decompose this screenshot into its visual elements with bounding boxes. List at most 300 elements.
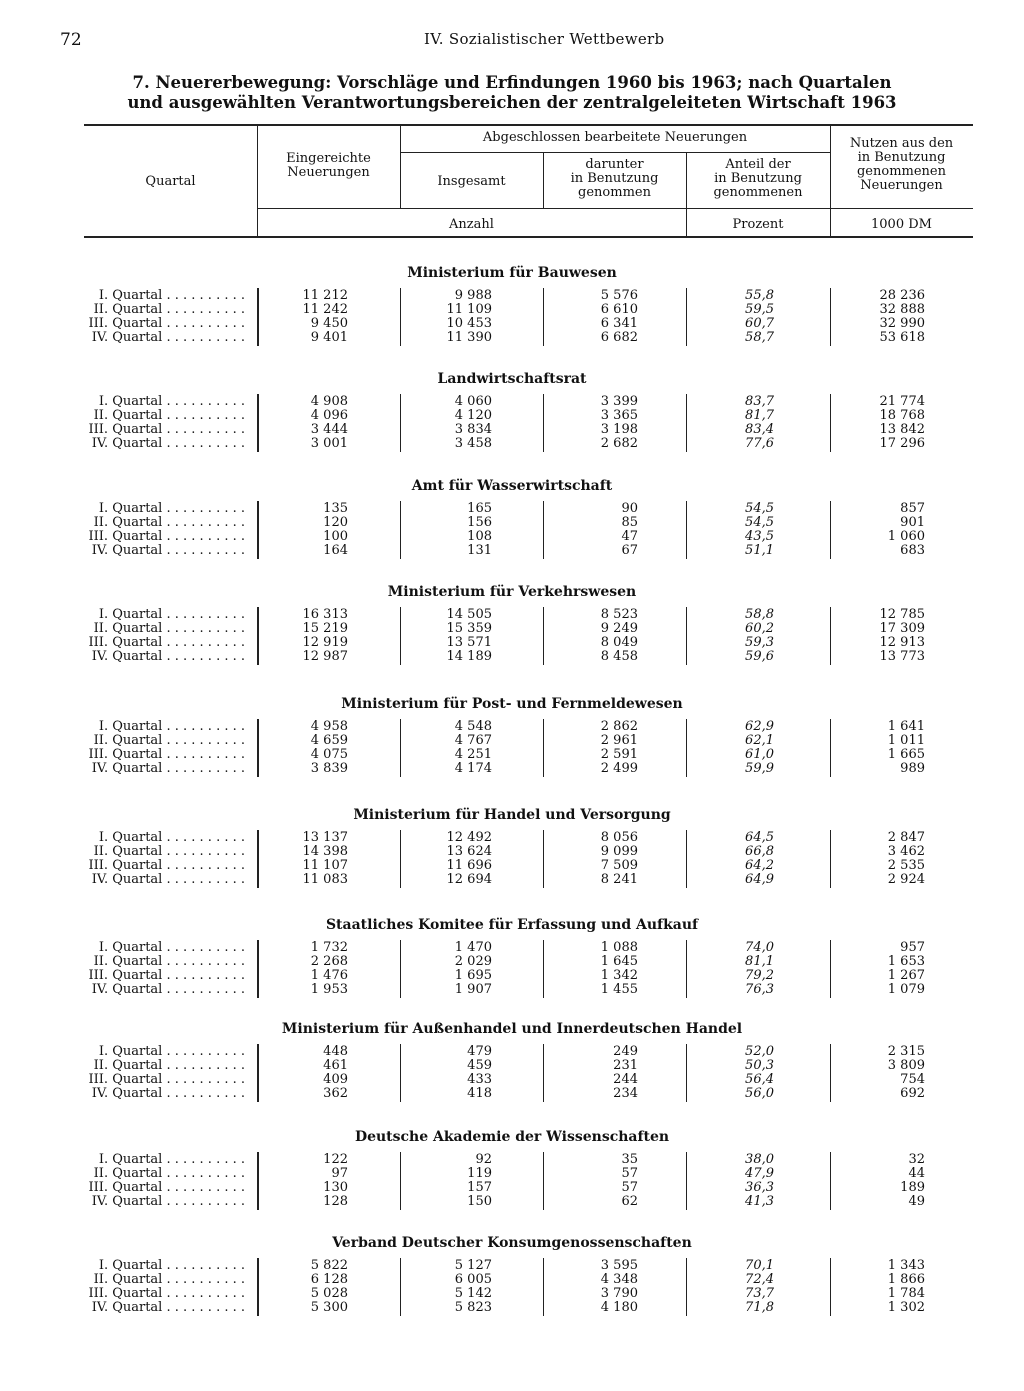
cell-eingereichte: 9 401 [310, 330, 348, 345]
col-header-quartal: Quartal [145, 174, 196, 189]
cell-darunter: 7 509 [600, 858, 638, 873]
cell-nutzen: 49 [908, 1194, 925, 1209]
cell-quartal: III. Quartal . . . . . . . . . . [88, 858, 245, 873]
cell-quartal: IV. Quartal . . . . . . . . . . [91, 649, 245, 664]
cell-insgesamt: 11 390 [446, 330, 492, 345]
cell-insgesamt: 4 251 [454, 747, 492, 762]
cell-darunter: 2 591 [600, 747, 638, 762]
header-bottom-rule [84, 236, 973, 238]
cell-eingereichte: 135 [323, 501, 348, 516]
section-title: Ministerium für Handel und Versorgung [353, 807, 671, 823]
cell-nutzen: 989 [900, 761, 925, 776]
table-row [0, 409, 1024, 423]
cell-eingereichte: 130 [323, 1180, 348, 1195]
section-title: Landwirtschaftsrat [437, 371, 587, 387]
cell-quartal: II. Quartal . . . . . . . . . . [93, 733, 245, 748]
cell-eingereichte: 5 300 [310, 1300, 348, 1315]
cell-darunter: 47 [621, 529, 638, 544]
cell-nutzen: 1 011 [887, 733, 925, 748]
cell-darunter: 4 180 [600, 1300, 638, 1315]
section-title: Ministerium für Verkehrswesen [387, 584, 637, 600]
cell-eingereichte: 122 [323, 1152, 348, 1167]
cell-darunter: 6 682 [600, 330, 638, 345]
cell-nutzen: 1 665 [887, 747, 925, 762]
cell-quartal: I. Quartal . . . . . . . . . . [98, 1152, 245, 1167]
header-unit-rule [257, 208, 973, 209]
cell-anteil: 58,8 [745, 607, 774, 622]
table-title-line-2: und ausgewählten Verantwortungsbereichen der zentralgeleiteten Wirtschaft 1963 [127, 93, 897, 112]
cell-nutzen: 2 535 [887, 858, 925, 873]
table-row [0, 608, 1024, 622]
cell-eingereichte: 13 137 [302, 830, 348, 845]
table-row [0, 636, 1024, 650]
cell-nutzen: 2 847 [887, 830, 925, 845]
cell-insgesamt: 12 694 [446, 872, 492, 887]
cell-quartal: I. Quartal . . . . . . . . . . [98, 830, 245, 845]
cell-darunter: 3 399 [600, 394, 638, 409]
cell-anteil: 56,0 [745, 1086, 774, 1101]
cell-insgesamt: 15 359 [446, 621, 492, 636]
cell-nutzen: 1 866 [887, 1272, 925, 1287]
table-row [0, 762, 1024, 776]
cell-quartal: III. Quartal . . . . . . . . . . [88, 635, 245, 650]
table-row [0, 437, 1024, 451]
cell-nutzen: 2 924 [887, 872, 925, 887]
cell-eingereichte: 4 075 [310, 747, 348, 762]
cell-quartal: III. Quartal . . . . . . . . . . [88, 1180, 245, 1195]
cell-darunter: 9 249 [600, 621, 638, 636]
cell-eingereichte: 12 919 [302, 635, 348, 650]
table-row [0, 502, 1024, 516]
cell-darunter: 6 610 [600, 302, 638, 317]
cell-nutzen: 32 [908, 1152, 925, 1167]
cell-anteil: 72,4 [745, 1272, 774, 1287]
cell-insgesamt: 108 [467, 529, 492, 544]
cell-darunter: 8 056 [600, 830, 638, 845]
cell-insgesamt: 3 458 [454, 436, 492, 451]
col-header-eingereichte: Eingereichte Neuerungen [286, 151, 371, 180]
cell-anteil: 73,7 [745, 1286, 774, 1301]
cell-quartal: III. Quartal . . . . . . . . . . [88, 529, 245, 544]
cell-darunter: 3 595 [600, 1258, 638, 1273]
table-row [0, 1301, 1024, 1315]
cell-quartal: III. Quartal . . . . . . . . . . [88, 316, 245, 331]
cell-eingereichte: 3 839 [310, 761, 348, 776]
cell-darunter: 6 341 [600, 316, 638, 331]
table-row [0, 941, 1024, 955]
cell-nutzen: 28 236 [879, 288, 925, 303]
cell-darunter: 8 523 [600, 607, 638, 622]
table-row [0, 423, 1024, 437]
cell-nutzen: 13 842 [879, 422, 925, 437]
cell-quartal: I. Quartal . . . . . . . . . . [98, 501, 245, 516]
cell-insgesamt: 418 [467, 1086, 492, 1101]
cell-anteil: 81,7 [745, 408, 774, 423]
cell-anteil: 50,3 [745, 1058, 774, 1073]
cell-nutzen: 1 267 [887, 968, 925, 983]
cell-eingereichte: 164 [323, 543, 348, 558]
cell-eingereichte: 9 450 [310, 316, 348, 331]
cell-anteil: 77,6 [745, 436, 774, 451]
cell-eingereichte: 16 313 [302, 607, 348, 622]
cell-anteil: 54,5 [745, 515, 774, 530]
cell-eingereichte: 12 987 [302, 649, 348, 664]
section-title: Amt für Wasserwirtschaft [411, 478, 613, 494]
cell-nutzen: 692 [900, 1086, 925, 1101]
cell-eingereichte: 1 953 [310, 982, 348, 997]
col-header-anteil: Anteil der in Benutzung genommenen [713, 157, 803, 200]
cell-eingereichte: 6 128 [310, 1272, 348, 1287]
cell-darunter: 67 [621, 543, 638, 558]
cell-nutzen: 1 343 [887, 1258, 925, 1273]
cell-quartal: II. Quartal . . . . . . . . . . [93, 515, 245, 530]
cell-quartal: III. Quartal . . . . . . . . . . [88, 422, 245, 437]
cell-nutzen: 44 [908, 1166, 925, 1181]
cell-nutzen: 32 990 [879, 316, 925, 331]
page-number: 72 [60, 30, 82, 50]
cell-quartal: II. Quartal . . . . . . . . . . [93, 1166, 245, 1181]
cell-insgesamt: 1 695 [454, 968, 492, 983]
cell-nutzen: 12 785 [879, 607, 925, 622]
cell-quartal: III. Quartal . . . . . . . . . . [88, 1072, 245, 1087]
cell-quartal: IV. Quartal . . . . . . . . . . [91, 761, 245, 776]
cell-eingereichte: 11 107 [302, 858, 348, 873]
cell-nutzen: 53 618 [879, 330, 925, 345]
cell-darunter: 57 [621, 1180, 638, 1195]
table-row [0, 1087, 1024, 1101]
cell-insgesamt: 150 [467, 1194, 492, 1209]
cell-eingereichte: 100 [323, 529, 348, 544]
cell-quartal: II. Quartal . . . . . . . . . . [93, 1058, 245, 1073]
cell-darunter: 1 455 [600, 982, 638, 997]
cell-nutzen: 1 079 [887, 982, 925, 997]
cell-darunter: 1 088 [600, 940, 638, 955]
cell-quartal: I. Quartal . . . . . . . . . . [98, 607, 245, 622]
cell-insgesamt: 5 127 [454, 1258, 492, 1273]
cell-quartal: II. Quartal . . . . . . . . . . [93, 1272, 245, 1287]
table-row [0, 859, 1024, 873]
cell-quartal: II. Quartal . . . . . . . . . . [93, 302, 245, 317]
cell-anteil: 64,2 [745, 858, 774, 873]
col-group-abgeschlossen: Abgeschlossen bearbeitete Neuerungen [482, 130, 748, 145]
cell-darunter: 1 342 [600, 968, 638, 983]
table-row [0, 289, 1024, 303]
cell-darunter: 244 [613, 1072, 638, 1087]
cell-insgesamt: 92 [475, 1152, 492, 1167]
cell-nutzen: 1 641 [887, 719, 925, 734]
table-row [0, 530, 1024, 544]
cell-quartal: II. Quartal . . . . . . . . . . [93, 954, 245, 969]
cell-eingereichte: 11 242 [302, 302, 348, 317]
table-row [0, 303, 1024, 317]
cell-darunter: 8 458 [600, 649, 638, 664]
cell-nutzen: 2 315 [887, 1044, 925, 1059]
cell-nutzen: 1 784 [887, 1286, 925, 1301]
cell-anteil: 60,2 [745, 621, 774, 636]
cell-insgesamt: 6 005 [454, 1272, 492, 1287]
col-header-insgesamt: Insgesamt [437, 174, 506, 189]
cell-darunter: 8 241 [600, 872, 638, 887]
cell-darunter: 62 [621, 1194, 638, 1209]
cell-eingereichte: 120 [323, 515, 348, 530]
cell-nutzen: 1 060 [887, 529, 925, 544]
cell-darunter: 234 [613, 1086, 638, 1101]
cell-insgesamt: 14 505 [446, 607, 492, 622]
cell-eingereichte: 461 [323, 1058, 348, 1073]
cell-insgesamt: 14 189 [446, 649, 492, 664]
table-row [0, 1273, 1024, 1287]
table-row [0, 955, 1024, 969]
cell-nutzen: 21 774 [879, 394, 925, 409]
cell-nutzen: 1 653 [887, 954, 925, 969]
table-row [0, 544, 1024, 558]
cell-darunter: 3 198 [600, 422, 638, 437]
cell-eingereichte: 3 001 [310, 436, 348, 451]
cell-anteil: 62,9 [745, 719, 774, 734]
cell-anteil: 54,5 [745, 501, 774, 516]
cell-anteil: 79,2 [745, 968, 774, 983]
section-title: Staatliches Komitee für Erfassung und Aufkauf [325, 917, 699, 933]
cell-insgesamt: 165 [467, 501, 492, 516]
cell-quartal: IV. Quartal . . . . . . . . . . [91, 872, 245, 887]
cell-eingereichte: 4 958 [310, 719, 348, 734]
cell-nutzen: 12 913 [879, 635, 925, 650]
cell-quartal: I. Quartal . . . . . . . . . . [98, 940, 245, 955]
cell-eingereichte: 4 096 [310, 408, 348, 423]
cell-anteil: 36,3 [745, 1180, 774, 1195]
cell-insgesamt: 5 823 [454, 1300, 492, 1315]
cell-quartal: IV. Quartal . . . . . . . . . . [91, 1300, 245, 1315]
cell-eingereichte: 4 908 [310, 394, 348, 409]
table-row [0, 1259, 1024, 1273]
cell-quartal: III. Quartal . . . . . . . . . . [88, 747, 245, 762]
cell-quartal: II. Quartal . . . . . . . . . . [93, 408, 245, 423]
table-row [0, 969, 1024, 983]
cell-anteil: 60,7 [745, 316, 774, 331]
cell-anteil: 61,0 [745, 747, 774, 762]
cell-eingereichte: 128 [323, 1194, 348, 1209]
cell-eingereichte: 1 476 [310, 968, 348, 983]
cell-darunter: 4 348 [600, 1272, 638, 1287]
cell-insgesamt: 12 492 [446, 830, 492, 845]
unit-anzahl: Anzahl [449, 217, 494, 232]
cell-darunter: 57 [621, 1166, 638, 1181]
table-row [0, 1153, 1024, 1167]
cell-quartal: II. Quartal . . . . . . . . . . [93, 844, 245, 859]
cell-eingereichte: 15 219 [302, 621, 348, 636]
cell-insgesamt: 156 [467, 515, 492, 530]
cell-darunter: 2 682 [600, 436, 638, 451]
cell-eingereichte: 409 [323, 1072, 348, 1087]
cell-insgesamt: 4 548 [454, 719, 492, 734]
cell-nutzen: 857 [900, 501, 925, 516]
table-row [0, 1059, 1024, 1073]
cell-anteil: 52,0 [745, 1044, 774, 1059]
cell-insgesamt: 4 060 [454, 394, 492, 409]
cell-quartal: IV. Quartal . . . . . . . . . . [91, 436, 245, 451]
cell-insgesamt: 433 [467, 1072, 492, 1087]
section-title: Verband Deutscher Konsumgenossenschaften [332, 1235, 692, 1251]
cell-darunter: 90 [621, 501, 638, 516]
cell-anteil: 47,9 [745, 1166, 774, 1181]
cell-insgesamt: 131 [467, 543, 492, 558]
cell-anteil: 59,6 [745, 649, 774, 664]
cell-nutzen: 18 768 [879, 408, 925, 423]
cell-quartal: I. Quartal . . . . . . . . . . [98, 394, 245, 409]
cell-insgesamt: 3 834 [454, 422, 492, 437]
cell-anteil: 83,7 [745, 394, 774, 409]
cell-darunter: 231 [613, 1058, 638, 1073]
cell-insgesamt: 9 988 [454, 288, 492, 303]
cell-darunter: 2 862 [600, 719, 638, 734]
table-row [0, 1167, 1024, 1181]
table-row [0, 831, 1024, 845]
cell-eingereichte: 4 659 [310, 733, 348, 748]
cell-anteil: 59,9 [745, 761, 774, 776]
cell-quartal: IV. Quartal . . . . . . . . . . [91, 1086, 245, 1101]
cell-eingereichte: 11 083 [302, 872, 348, 887]
table-row [0, 1073, 1024, 1087]
cell-quartal: I. Quartal . . . . . . . . . . [98, 1044, 245, 1059]
cell-darunter: 35 [621, 1152, 638, 1167]
section-title: Deutsche Akademie der Wissenschaften [354, 1129, 670, 1145]
cell-nutzen: 683 [900, 543, 925, 558]
cell-quartal: IV. Quartal . . . . . . . . . . [91, 1194, 245, 1209]
cell-insgesamt: 1 470 [454, 940, 492, 955]
table-row [0, 331, 1024, 345]
table-row [0, 1195, 1024, 1209]
cell-eingereichte: 11 212 [302, 288, 348, 303]
cell-anteil: 41,3 [745, 1194, 774, 1209]
cell-quartal: I. Quartal . . . . . . . . . . [98, 288, 245, 303]
cell-nutzen: 3 809 [887, 1058, 925, 1073]
table-row [0, 650, 1024, 664]
cell-anteil: 38,0 [745, 1152, 774, 1167]
header-divider-1 [257, 126, 258, 236]
cell-insgesamt: 13 624 [446, 844, 492, 859]
cell-quartal: III. Quartal . . . . . . . . . . [88, 968, 245, 983]
cell-anteil: 59,3 [745, 635, 774, 650]
cell-nutzen: 754 [900, 1072, 925, 1087]
cell-eingereichte: 362 [323, 1086, 348, 1101]
cell-insgesamt: 4 174 [454, 761, 492, 776]
cell-eingereichte: 14 398 [302, 844, 348, 859]
table-row [0, 720, 1024, 734]
cell-quartal: IV. Quartal . . . . . . . . . . [91, 543, 245, 558]
cell-darunter: 2 499 [600, 761, 638, 776]
cell-insgesamt: 4 120 [454, 408, 492, 423]
cell-anteil: 64,9 [745, 872, 774, 887]
cell-darunter: 1 645 [600, 954, 638, 969]
unit-prozent: Prozent [732, 217, 784, 232]
cell-eingereichte: 2 268 [310, 954, 348, 969]
cell-anteil: 64,5 [745, 830, 774, 845]
cell-anteil: 81,1 [745, 954, 774, 969]
cell-anteil: 83,4 [745, 422, 774, 437]
cell-insgesamt: 10 453 [446, 316, 492, 331]
table-row [0, 317, 1024, 331]
table-row [0, 516, 1024, 530]
running-head: IV. Sozialistischer Wettbewerb [424, 30, 665, 48]
table-row [0, 845, 1024, 859]
table-row [0, 622, 1024, 636]
table-row [0, 873, 1024, 887]
cell-darunter: 3 790 [600, 1286, 638, 1301]
cell-darunter: 249 [613, 1044, 638, 1059]
cell-eingereichte: 5 822 [310, 1258, 348, 1273]
cell-quartal: IV. Quartal . . . . . . . . . . [91, 982, 245, 997]
cell-darunter: 5 576 [600, 288, 638, 303]
cell-eingereichte: 97 [331, 1166, 348, 1181]
table-row [0, 1287, 1024, 1301]
table-title-line-1: 7. Neuererbewegung: Vorschläge und Erfindungen 1960 bis 1963; nach Quartalen [132, 73, 892, 92]
cell-darunter: 2 961 [600, 733, 638, 748]
cell-insgesamt: 11 109 [446, 302, 492, 317]
table-row [0, 748, 1024, 762]
cell-insgesamt: 479 [467, 1044, 492, 1059]
cell-quartal: I. Quartal . . . . . . . . . . [98, 719, 245, 734]
cell-eingereichte: 5 028 [310, 1286, 348, 1301]
cell-anteil: 62,1 [745, 733, 774, 748]
cell-nutzen: 17 309 [879, 621, 925, 636]
cell-anteil: 51,1 [745, 543, 774, 558]
cell-anteil: 70,1 [745, 1258, 774, 1273]
header-top-rule [84, 124, 973, 126]
cell-quartal: II. Quartal . . . . . . . . . . [93, 621, 245, 636]
table-row [0, 1045, 1024, 1059]
section-title: Ministerium für Bauwesen [407, 265, 617, 281]
table-row [0, 395, 1024, 409]
cell-anteil: 43,5 [745, 529, 774, 544]
cell-insgesamt: 459 [467, 1058, 492, 1073]
cell-eingereichte: 3 444 [310, 422, 348, 437]
cell-darunter: 9 099 [600, 844, 638, 859]
section-title: Ministerium für Außenhandel und Innerdeutschen Handel [281, 1021, 743, 1037]
cell-anteil: 58,7 [745, 330, 774, 345]
cell-quartal: I. Quartal . . . . . . . . . . [98, 1258, 245, 1273]
cell-insgesamt: 13 571 [446, 635, 492, 650]
cell-anteil: 76,3 [745, 982, 774, 997]
cell-insgesamt: 1 907 [454, 982, 492, 997]
cell-anteil: 59,5 [745, 302, 774, 317]
cell-darunter: 8 049 [600, 635, 638, 650]
cell-insgesamt: 11 696 [446, 858, 492, 873]
cell-insgesamt: 2 029 [454, 954, 492, 969]
cell-anteil: 74,0 [745, 940, 774, 955]
cell-anteil: 56,4 [745, 1072, 774, 1087]
cell-insgesamt: 157 [467, 1180, 492, 1195]
cell-anteil: 55,8 [745, 288, 774, 303]
cell-nutzen: 957 [900, 940, 925, 955]
cell-nutzen: 17 296 [879, 436, 925, 451]
cell-anteil: 71,8 [745, 1300, 774, 1315]
table-row [0, 734, 1024, 748]
col-header-nutzen: Nutzen aus den in Benutzung genommenen Neuerungen [849, 136, 954, 193]
cell-nutzen: 901 [900, 515, 925, 530]
cell-nutzen: 13 773 [879, 649, 925, 664]
cell-eingereichte: 448 [323, 1044, 348, 1059]
unit-1000-dm: 1000 DM [871, 217, 932, 232]
cell-insgesamt: 5 142 [454, 1286, 492, 1301]
header-group-rule [400, 152, 830, 153]
cell-darunter: 3 365 [600, 408, 638, 423]
cell-insgesamt: 119 [467, 1166, 492, 1181]
cell-nutzen: 189 [900, 1180, 925, 1195]
cell-insgesamt: 4 767 [454, 733, 492, 748]
cell-nutzen: 1 302 [887, 1300, 925, 1315]
cell-eingereichte: 1 732 [310, 940, 348, 955]
cell-nutzen: 3 462 [887, 844, 925, 859]
